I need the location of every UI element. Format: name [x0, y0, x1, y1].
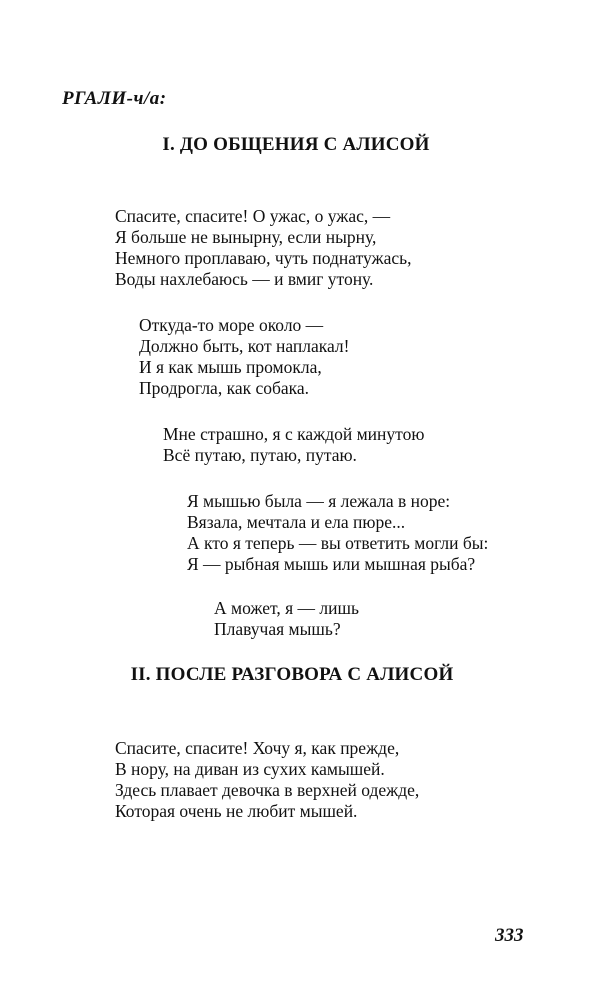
verse-line: Спасите, спасите! О ужас, о ужас, — [115, 206, 391, 226]
verse-line: Спасите, спасите! Хочу я, как прежде, [115, 738, 400, 758]
verse-line: Я — рыбная мышь или мышная рыба? [187, 554, 476, 574]
verse-line: Которая очень не любит мышей. [115, 801, 358, 821]
verse-line: А кто я теперь — вы ответить могли бы: [187, 533, 489, 553]
section-title-2: II. ПОСЛЕ РАЗГОВОРА С АЛИСОЙ [130, 664, 454, 685]
verse-line: Мне страшно, я с каждой минутою [163, 424, 425, 444]
stanza-4 [187, 491, 488, 575]
verse-line: Воды нахлебаюсь — и вмиг утону. [115, 269, 374, 289]
stanza-6 [115, 738, 419, 822]
page-number: 333 [495, 925, 524, 946]
verse-line: А может, я — лишь [214, 598, 359, 618]
verse-line: Должно быть, кот наплакал! [139, 336, 350, 356]
verse-line: Здесь плавает девочка в верхней одежде, [115, 780, 420, 800]
verse-line: Я больше не вынырну, если нырну, [115, 227, 377, 247]
stanza-3 [163, 424, 424, 466]
verse-line: Продрогла, как собака. [139, 378, 310, 398]
verse-line: Плавучая мышь? [214, 619, 341, 639]
verse-line: В нору, на диван из сухих камышей. [115, 759, 385, 779]
section-title-1: I. ДО ОБЩЕНИЯ С АЛИСОЙ [162, 134, 430, 155]
archive-reference: РГАЛИ-ч/а: [62, 88, 167, 109]
stanza-2 [139, 315, 349, 399]
verse-line: Я мышью была — я лежала в норе: [187, 491, 451, 511]
verse-line: Откуда-то море около — [139, 315, 324, 335]
stanza-1 [115, 206, 411, 290]
stanza-5 [214, 598, 359, 640]
verse-line: И я как мышь промокла, [139, 357, 322, 377]
verse-line: Немного проплаваю, чуть поднатужась, [115, 248, 412, 268]
verse-line: Всё путаю, путаю, путаю. [163, 445, 357, 465]
verse-line: Вязала, мечтала и ела пюре... [187, 512, 406, 532]
